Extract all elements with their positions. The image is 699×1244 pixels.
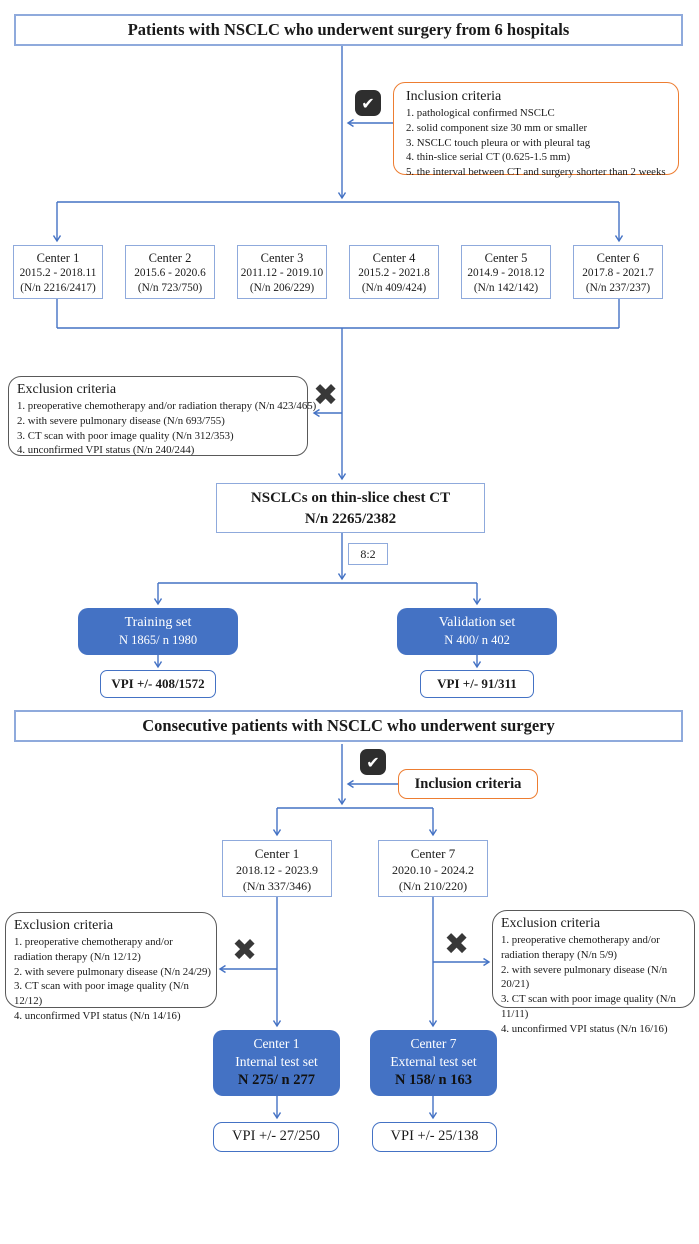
inclusion-heading: Inclusion criteria <box>406 89 502 104</box>
center-6-box: Center 6 2017.8 - 2021.7 (N/n 237/237) <box>573 245 663 299</box>
section2-title <box>14 710 683 742</box>
center-5-box: Center 5 2014.9 - 2018.12 (N/n 142/142) <box>461 245 551 299</box>
inclusion-criteria-box <box>393 82 679 179</box>
exclusion-criteria-box <box>8 376 317 457</box>
inclusion-item: 3. NSCLC touch pleura or with pleural tag <box>406 136 591 149</box>
exclusion-item: 3. CT scan with poor image quality (N/n 12/12) <box>14 980 189 1008</box>
external-test-set-box: Center 7 External test set N 158/ n 163 <box>370 1030 497 1096</box>
split-ratio-box: 8:2 <box>348 543 388 565</box>
cross-icon: ✖ <box>232 933 258 968</box>
exclusion-item: 4. unconfirmed VPI status (N/n 240/244) <box>17 444 195 457</box>
exclusion-item: 2. with severe pulmonary disease (N/n 24/29) <box>14 965 211 978</box>
exclusion-item: 2. with severe pulmonary disease (N/n 693/755) <box>17 414 225 427</box>
center-3-box: Center 3 2011.12 - 2019.10 (N/n 206/229) <box>237 245 327 299</box>
check-icon: ✔ <box>360 749 386 775</box>
validation-set-box: Validation set N 400/ n 402 <box>397 608 557 655</box>
section2-title-text: Consecutive patients with NSCLC who underwent surgery <box>142 716 555 735</box>
center-2-box: Center 2 2015.6 - 2020.6 (N/n 723/750) <box>125 245 215 299</box>
external-vpi-box: VPI +/- 25/138 <box>372 1122 497 1152</box>
inclusion-item: 2. solid component size 30 mm or smaller <box>406 121 588 134</box>
exclusion-heading: Exclusion criteria <box>14 918 114 933</box>
cross-icon: ✖ <box>444 927 470 962</box>
exclusion-item: 4. unconfirmed VPI status (N/n 14/16) <box>14 1009 181 1022</box>
exclusion-item: 4. unconfirmed VPI status (N/n 16/16) <box>501 1022 668 1035</box>
training-set-box: Training set N 1865/ n 1980 <box>78 608 238 655</box>
internal-test-set-box: Center 1 Internal test set N 275/ n 277 <box>213 1030 340 1096</box>
exclusion-item: 1. preoperative chemotherapy and/or radiation therapy (N/n 423/465) <box>17 400 317 412</box>
exclusion-item: 1. preoperative chemotherapy and/or radiation therapy (N/n 5/9) <box>501 934 660 961</box>
inclusion-criteria-label-box: Inclusion criteria <box>398 769 538 799</box>
center-7-box: Center 7 2020.10 - 2024.2 (N/n 210/220) <box>378 840 488 897</box>
section1-title-text: Patients with NSCLC who underwent surgery from 6 hospitals <box>127 20 570 39</box>
inclusion-item: 4. thin-slice serial CT (0.625-1.5 mm) <box>406 151 571 164</box>
cross-icon: ✖ <box>313 378 339 413</box>
exclusion-item: 2. with severe pulmonary disease (N/n 20/21) <box>501 963 668 991</box>
exclusion-item: 3. CT scan with poor image quality (N/n 11/11) <box>501 993 676 1020</box>
validation-vpi-box: VPI +/- 91/311 <box>420 670 534 698</box>
center-1-second-box: Center 1 2018.12 - 2023.9 (N/n 337/346) <box>222 840 332 897</box>
exclusion-heading: Exclusion criteria <box>501 916 601 931</box>
inclusion-item: 1. pathological confirmed NSCLC <box>406 107 555 119</box>
training-vpi-box: VPI +/- 408/1572 <box>100 670 216 698</box>
exclusion-criteria-right-box <box>492 910 695 1035</box>
inclusion-item: 5. the interval between CT and surgery shorter than 2 weeks <box>406 166 666 179</box>
exclusion-item: 3. CT scan with poor image quality (N/n 312/353) <box>17 429 234 442</box>
exclusion-criteria-left-box <box>5 912 217 1022</box>
internal-vpi-box: VPI +/- 27/250 <box>213 1122 339 1152</box>
center-4-box: Center 4 2015.2 - 2021.8 (N/n 409/424) <box>349 245 439 299</box>
section1-title <box>14 14 683 46</box>
check-icon: ✔ <box>355 90 381 116</box>
center-1-box: Center 1 2015.2 - 2018.11 (N/n 2216/2417) <box>13 245 103 299</box>
exclusion-item: 1. preoperative chemotherapy and/or radiation therapy (N/n 12/12) <box>14 936 173 963</box>
pool-box: NSCLCs on thin-slice chest CT N/n 2265/2382 <box>216 483 485 533</box>
exclusion-heading: Exclusion criteria <box>17 382 117 397</box>
